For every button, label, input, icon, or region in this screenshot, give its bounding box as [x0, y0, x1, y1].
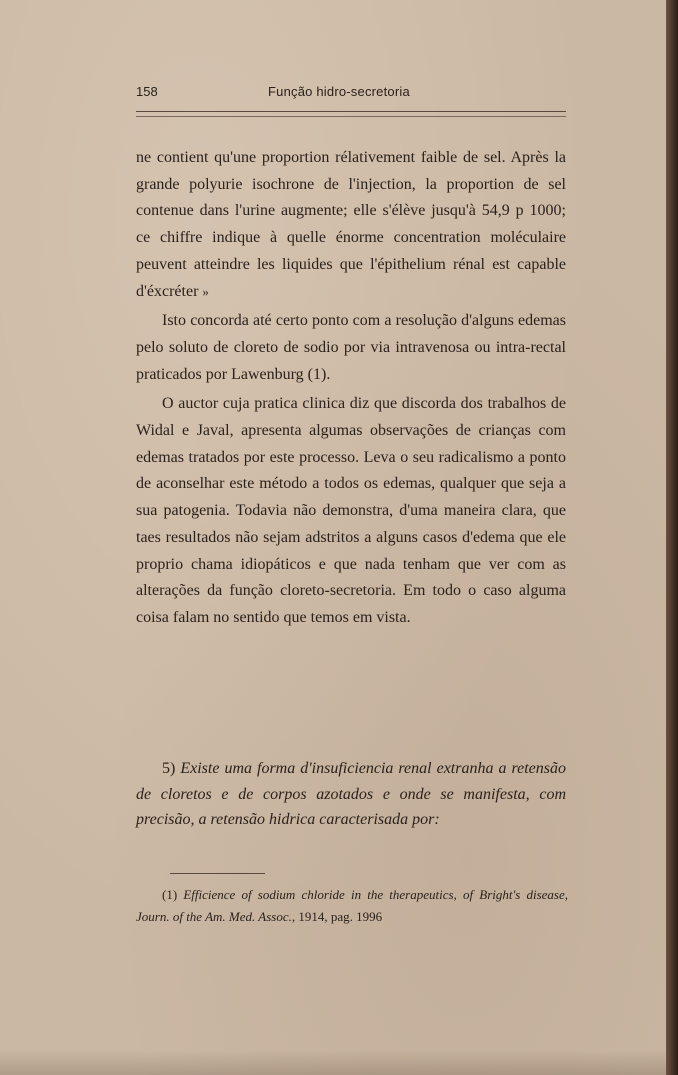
book-spine-edge: [666, 0, 678, 1075]
footnote-entry: [136, 884, 568, 928]
running-title: Função hidro-secretoria: [268, 84, 410, 99]
closing-quote: »: [202, 283, 209, 299]
paragraph-lawenburg-text: Isto concorda até certo ponto com a resolução d'alguns edemas pelo soluto de cloreto de sodio por via intravenosa ou intra-rectal praticados por Lawenburg: [136, 312, 566, 383]
main-text: [136, 145, 566, 632]
footnote-marker: (1): [162, 887, 178, 902]
footnote-reference: (1).: [307, 365, 331, 383]
header-rule: [136, 111, 566, 112]
footnote-journal: Journ. of the Am. Med. Assoc.: [136, 909, 292, 924]
question-number: 5): [162, 760, 176, 777]
header-rule-secondary: [136, 116, 566, 117]
paragraph-author: O auctor cuja pratica clinica diz que discorda dos trabalhos de Widal e Javal, apresenta algumas observações de crianças com edemas tratados por este processo. Leva o seu radicalismo a ponto de aconselhar este método a todos os edemas, qualquer que seja a sua patogenia. Todavia não demonstra, d'uma maneira clara, que taes resultados não sejam adstritos a alguns casos d'edema que ele proprio chama idiopáticos e que nada tenham que ver com as alterações da função cloreto-secretoria. Em todo o caso alguma coisa falam no sentido que temos em vista.: [136, 395, 566, 626]
footnote-title: Efficience of sodium chloride in the therapeutics, of Bright's disease,: [183, 887, 568, 902]
footnote-rule: [170, 873, 265, 874]
section-question: [136, 756, 566, 833]
paragraph-continuation: [136, 145, 566, 305]
page-header: [136, 82, 566, 104]
footnote: [136, 884, 568, 928]
page-bottom-shadow: [0, 1050, 666, 1075]
question-text: Existe uma forma d'insuficiencia renal extranha a retensão de cloretos e de corpos azotados e onde se manifesta, com precisão, a retensão hidrica caracterisada por:: [136, 760, 567, 828]
paragraph-lawenburg: [136, 308, 566, 388]
page-number: 158: [136, 84, 158, 99]
question-paragraph: [136, 756, 566, 833]
paragraph-continuation-text: ne contient qu'une proportion rélativement faible de sel. Après la grande polyurie isochrone de l'injection, la proportion de sel contenue dans l'urine augmente; elle s'élève jusqu'à 54,9 p 1000; ce chiffre indique à quelle énorme concentration moléculaire peuvent atteindre les liquides que l'épithelium rénal est capable d'éxcréter: [136, 149, 566, 300]
footnote-details: , 1914, pag. 1996: [291, 909, 383, 924]
